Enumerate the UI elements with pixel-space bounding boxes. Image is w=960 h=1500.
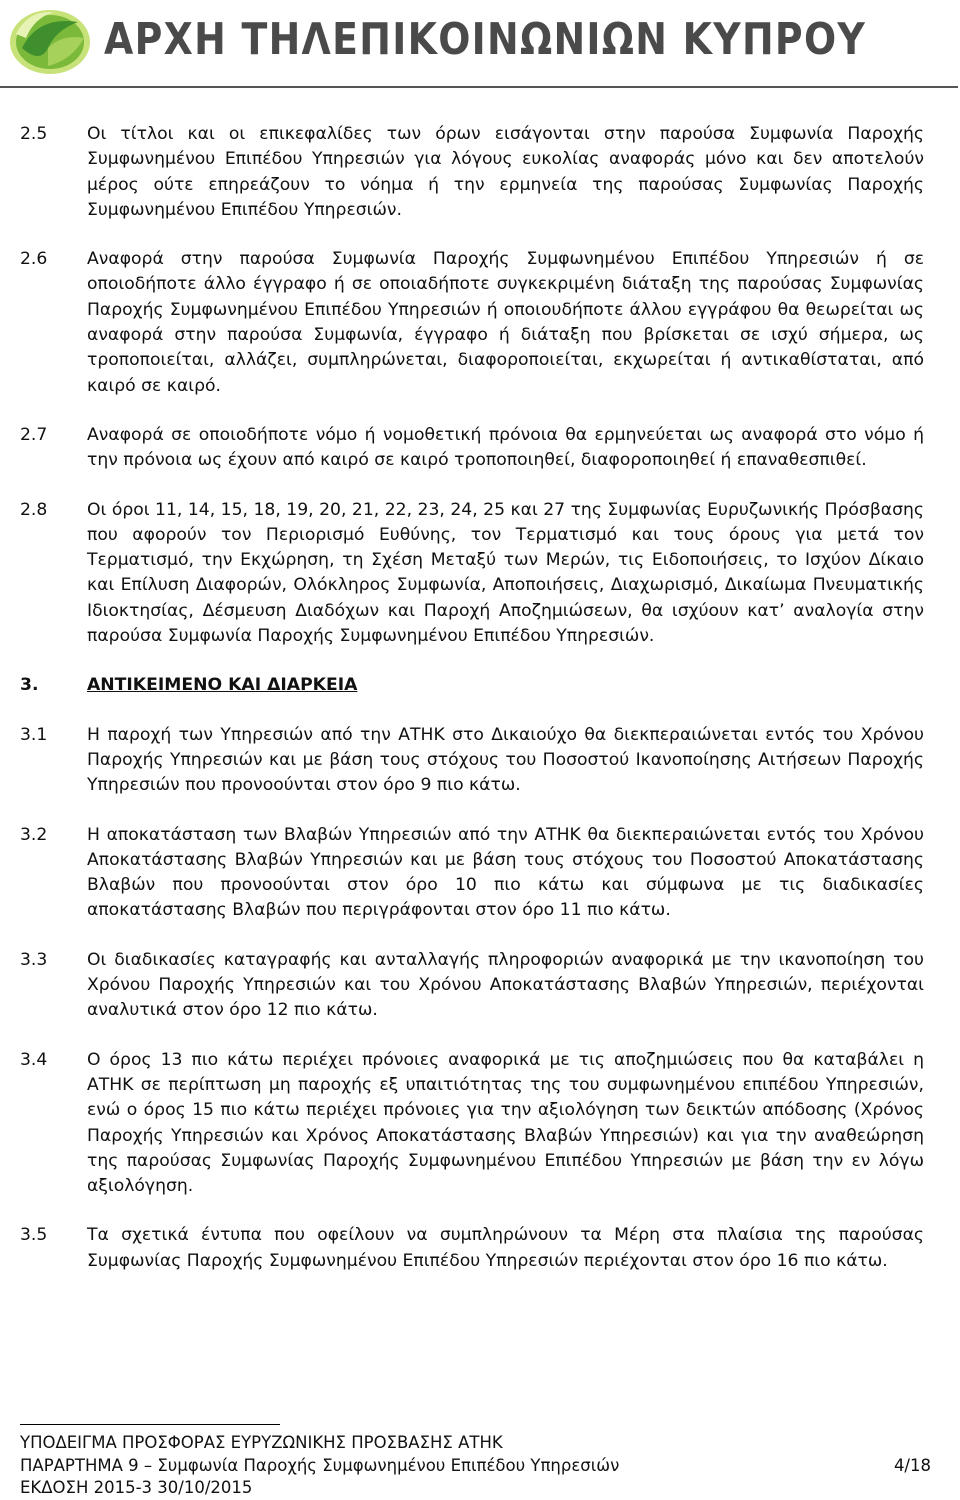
page-footer [20, 1432, 860, 1500]
footer-annex-title: ΠΑΡΑΡΤΗΜΑ 9 – Συμφωνία Παροχής Συμφωνημένου Επιπέδου Υπηρεσιών [20, 1455, 620, 1475]
clause-text: Αναφορά στην παρούσα Συμφωνία Παροχής Συμφωνημένου Επιπέδου Υπηρεσιών ή σε οποιοδήποτε άλλο έγγραφο ή σε οποιαδήποτε συγκεκριμένη διάταξη της παρούσας Συμφωνίας Παροχής Συμφωνημένου Επιπέδου Υπηρεσιών ή οποιουδήποτε άλλου εγγράφου θα θεωρείται ως αναφορά στην παρούσα Συμφωνία, έγγραφο ή διάταξη που βρίσκεται σε ισχύ σήμερα, ως τροποποιείται, αλλάζει, συμπληρώνεται, διαφοροποιείται, εκχωρείται ή αντικαθίσταται, από καιρό σε καιρό. [87, 249, 924, 396]
clause-2-6 [20, 247, 924, 399]
cyta-logo-icon [8, 4, 92, 76]
page-header [0, 0, 960, 88]
footer-document-title: ΥΠΟΔΕΙΓΜΑ ΠΡΟΣΦΟΡΑΣ ΕΥΡΥΖΩΝΙΚΗΣ ΠΡΟΣΒΑΣΗΣ ΑΤΗΚ [20, 1433, 503, 1452]
clause-number: 3.5 [20, 1225, 48, 1246]
footer-divider [20, 1424, 280, 1425]
clause-3-4 [20, 1048, 924, 1200]
clause-text: Ο όρος 13 πιο κάτω περιέχει πρόνοιες αναφορικά με τις αποζημιώσεις που θα καταβάλει η ΑΤΗΚ σε περίπτωση μη παροχής εξ υπαιτιότητας της του συμφωνημένου επιπέδου Υπηρεσιών, ενώ ο όρος 15 πιο κάτω περιέχει πρόνοιες για την αξιολόγηση των δεικτών απόδοσης (Χρόνος Παροχής Υπηρεσιών και Χρόνος Αποκατάστασης Βλαβών Υπηρεσιών) και για την αναθεώρηση της παρούσας Συμφωνίας Παροχής Συμφωνημένου Επιπέδου Υπηρεσιών με βάση την εν λόγω αξιολόγηση. [87, 1049, 924, 1197]
page-number: 4/18 [893, 1456, 931, 1475]
clause-2-5 [20, 122, 924, 223]
clause-number: 2.5 [20, 124, 48, 144]
footer-edition: ΕΚΔΟΣΗ 2015-3 30/10/2015 [20, 1478, 253, 1497]
clause-text: Οι διαδικασίες καταγραφής και ανταλλαγής πληροφοριών αναφορικά με την ικανοποίηση του Χρόνου Παροχής Υπηρεσιών και του Χρόνου Αποκατάστασης Βλαβών Υπηρεσιών, περιέχονται αναλυτικά στον όρο 12 πιο κάτω. [87, 949, 924, 1021]
section-number: 3. [20, 675, 39, 696]
clause-number: 3.3 [20, 949, 48, 970]
clause-text: Η παροχή των Υπηρεσιών από την ΑΤΗΚ στο Δικαιούχο θα διεκπεραιώνεται εντός του Χρόνου Παροχής Υπηρεσιών και με βάση τους στόχους του Ποσοστού Ικανοποίησης Αιτήσεων Παροχής Υπηρεσιών που προνοούνται στον όρο 9 πιο κάτω. [87, 724, 924, 796]
clause-3-5 [20, 1223, 924, 1274]
clause-text: Οι τίτλοι και οι επικεφαλίδες των όρων εισάγονται στην παρούσα Συμφωνία Παροχής Συμφωνημένου Επιπέδου Υπηρεσιών για λόγους ευκολίας αναφοράς μόνο και δεν αποτελούν μέρος ούτε επηρεάζουν το νόημα ή την ερμηνεία της παρούσας Συμφωνίας Παροχής Συμφωνημένου Επιπέδου Υπηρεσιών. [87, 124, 924, 220]
clause-number: 2.6 [20, 249, 48, 270]
clause-3-2 [20, 823, 924, 924]
clause-3-1 [20, 723, 924, 799]
clause-text: Αναφορά σε οποιοδήποτε νόμο ή νομοθετική πρόνοια θα ερμηνεύεται ως αναφορά στο νόμο ή την πρόνοια ως έχουν από καιρό σε καιρό τροποποιηθεί, διαφοροποιηθεί ή επαναθεσπιθεί. [87, 424, 924, 471]
clause-number: 3.2 [20, 824, 48, 845]
organization-name: ΑΡΧΗ ΤΗΛΕΠΙΚΟΙΝΩΝΙΩΝ ΚΥΠΡΟΥ [104, 14, 867, 65]
section-title: ΑΝΤΙΚΕΙΜΕΝΟ ΚΑΙ ΔΙΑΡΚΕΙΑ [87, 675, 358, 696]
header-divider [0, 86, 958, 88]
clause-number: 3.4 [20, 1049, 48, 1070]
clause-number: 3.1 [20, 724, 48, 745]
clause-2-8 [20, 498, 924, 650]
section-heading [20, 673, 924, 698]
clause-text: Τα σχετικά έντυπα που οφείλουν να συμπληρώνουν τα Μέρη στα πλαίσια της παρούσας Συμφωνίας Παροχής Συμφωνημένου Επιπέδου Υπηρεσιών περιέχονται στον όρο 16 πιο κάτω. [87, 1225, 924, 1271]
clause-3-3 [20, 948, 924, 1024]
clause-2-7 [20, 423, 924, 474]
document-body [20, 122, 924, 1298]
clause-number: 2.7 [20, 424, 48, 445]
clause-text: Οι όροι 11, 14, 15, 18, 19, 20, 21, 22, 23, 24, 25 και 27 της Συμφωνίας Ευρυζωνικής Πρόσβασης που αφορούν τον Περιορισμό Ευθύνης, τον Τερματισμό και τους όρους για μετά τον Τερματισμό, την Εκχώρηση, τη Σχέση Μεταξύ των Μερών, τις Ειδοποιήσεις, το Ισχύον Δίκαιο και Επίλυση Διαφορών, Ολόκληρος Συμφωνία, Αποποιήσεις, Διαχωρισμό, Δικαίωμα Πνευματικής Ιδιοκτησίας, Δέσμευση Διαδόχων και Παροχή Αποζημιώσεων, θα ισχύουν κατ’ αναλογία στην παρούσα Συμφωνία Παροχής Συμφωνημένου Επιπέδου Υπηρεσιών. [87, 499, 924, 647]
clause-number: 2.8 [20, 499, 48, 520]
clause-text: Η αποκατάσταση των Βλαβών Υπηρεσιών από την ΑΤΗΚ θα διεκπεραιώνεται εντός του Χρόνου Αποκατάστασης Βλαβών Υπηρεσιών και με βάση τους στόχους του Ποσοστού Αποκατάστασης Βλαβών που προνοούνται στον όρο 10 πιο κάτω και σύμφωνα με τις διαδικασίες αποκατάστασης Βλαβών που περιγράφονται στον όρο 11 πιο κάτω. [87, 824, 924, 921]
